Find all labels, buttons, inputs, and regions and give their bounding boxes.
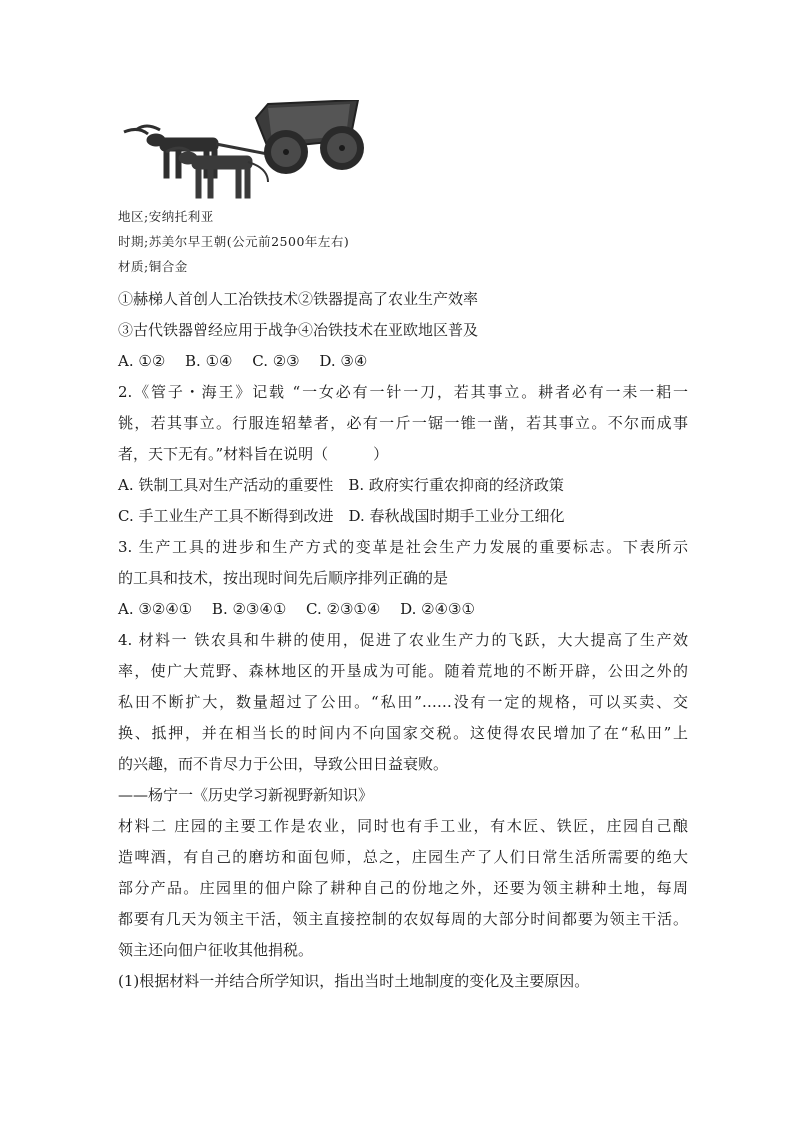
q3-line-2: 的工具和技术，按出现时间先后顺序排列正确的是 (118, 569, 449, 587)
q4-material-1-source: ——杨宁一《历史学习新视野新知识》 (118, 786, 374, 804)
q4-material-2-line-4: 都要有几天为领主干活，领主直接控制的农奴每周的大部分时间都要为领主干活。 (118, 910, 688, 928)
q4-material-1-line-2: 率，使广大荒野、森林地区的开垦成为可能。随着荒地的不断开辟，公田之外的 (118, 662, 688, 680)
q2-line-2: 铫，若其事立。行服连轺辇者，必有一斤一锯一锥一凿，若其事立。不尔而成事 (118, 414, 688, 432)
caption-region: 地区;安纳托利亚 (118, 209, 214, 224)
ox-front (124, 126, 218, 178)
q4-material-1-line-5: 的兴趣，而不肯尽力于公田，导致公田日益衰败。 (118, 755, 449, 773)
q4-material-1-line-1: 4. 材料一 铁农具和牛耕的使用，促进了农业生产力的飞跃，大大提高了生产效 (118, 631, 688, 649)
q1-options: A. ①② B. ①④ C. ②③ D. ③④ (118, 352, 368, 370)
q2-line-1: 2.《管子・海王》记载 “一女必有一针一刀，若其事立。耕者必有一耒一耜一 (118, 383, 688, 401)
question-1 (118, 284, 688, 377)
question-4 (118, 625, 688, 997)
caption-material: 材质;铜合金 (118, 259, 188, 274)
q1-statement-1: ①赫梯人首创人工冶铁技术②铁器提高了农业生产效率 (118, 290, 479, 308)
question-2 (118, 377, 688, 532)
cart-wheel-right (320, 126, 364, 170)
q4-material-1-line-3: 私田不断扩大，数量超过了公田。“私田”……没有一定的规格，可以买卖、交 (118, 693, 688, 711)
question-3 (118, 532, 688, 625)
q2-option-cd: C. 手工业生产工具不断得到改进 D. 春秋战国时期手工业分工细化 (118, 507, 565, 525)
q3-options: A. ③②④① B. ②③④① C. ②③①④ D. ②④③① (118, 600, 475, 618)
q2-option-ab: A. 铁制工具对生产活动的重要性 B. 政府实行重农抑商的经济政策 (118, 476, 564, 494)
q4-sub-question-1: (1)根据材料一并结合所学知识，指出当时土地制度的变化及主要原因。 (118, 972, 590, 990)
q3-line-1: 3. 生产工具的进步和生产方式的变革是社会生产力发展的重要标志。下表所示 (118, 538, 688, 556)
q1-statement-2: ③古代铁器曾经应用于战争④冶铁技术在亚欧地区普及 (118, 321, 479, 339)
q4-material-2-line-2: 造啤酒，有自己的磨坊和面包师，总之，庄园生产了人们日常生活所需要的绝大 (118, 848, 688, 866)
caption-period: 时期;苏美尔早王朝(公元前2500年左右) (118, 234, 350, 249)
q2-line-3: 者，天下无有。”材料旨在说明（ ） (118, 445, 389, 463)
q4-material-1-line-4: 换、抵押，并在相当长的时间内不向国家交税。这使得农民增加了在“私田”上 (118, 724, 688, 742)
bronze-chariot-figure (118, 100, 388, 210)
q4-material-2-line-5: 领主还向佃户征收其他捐税。 (118, 941, 314, 959)
cart-wheel-left (264, 130, 308, 174)
q4-material-2-line-3: 部分产品。庄园里的佃户除了耕种自己的份地之外，还要为领主耕种土地，每周 (118, 879, 688, 897)
q4-material-2-line-1: 材料二 庄园的主要工作是农业，同时也有手工业，有木匠、铁匠，庄园自己酿 (118, 817, 688, 835)
